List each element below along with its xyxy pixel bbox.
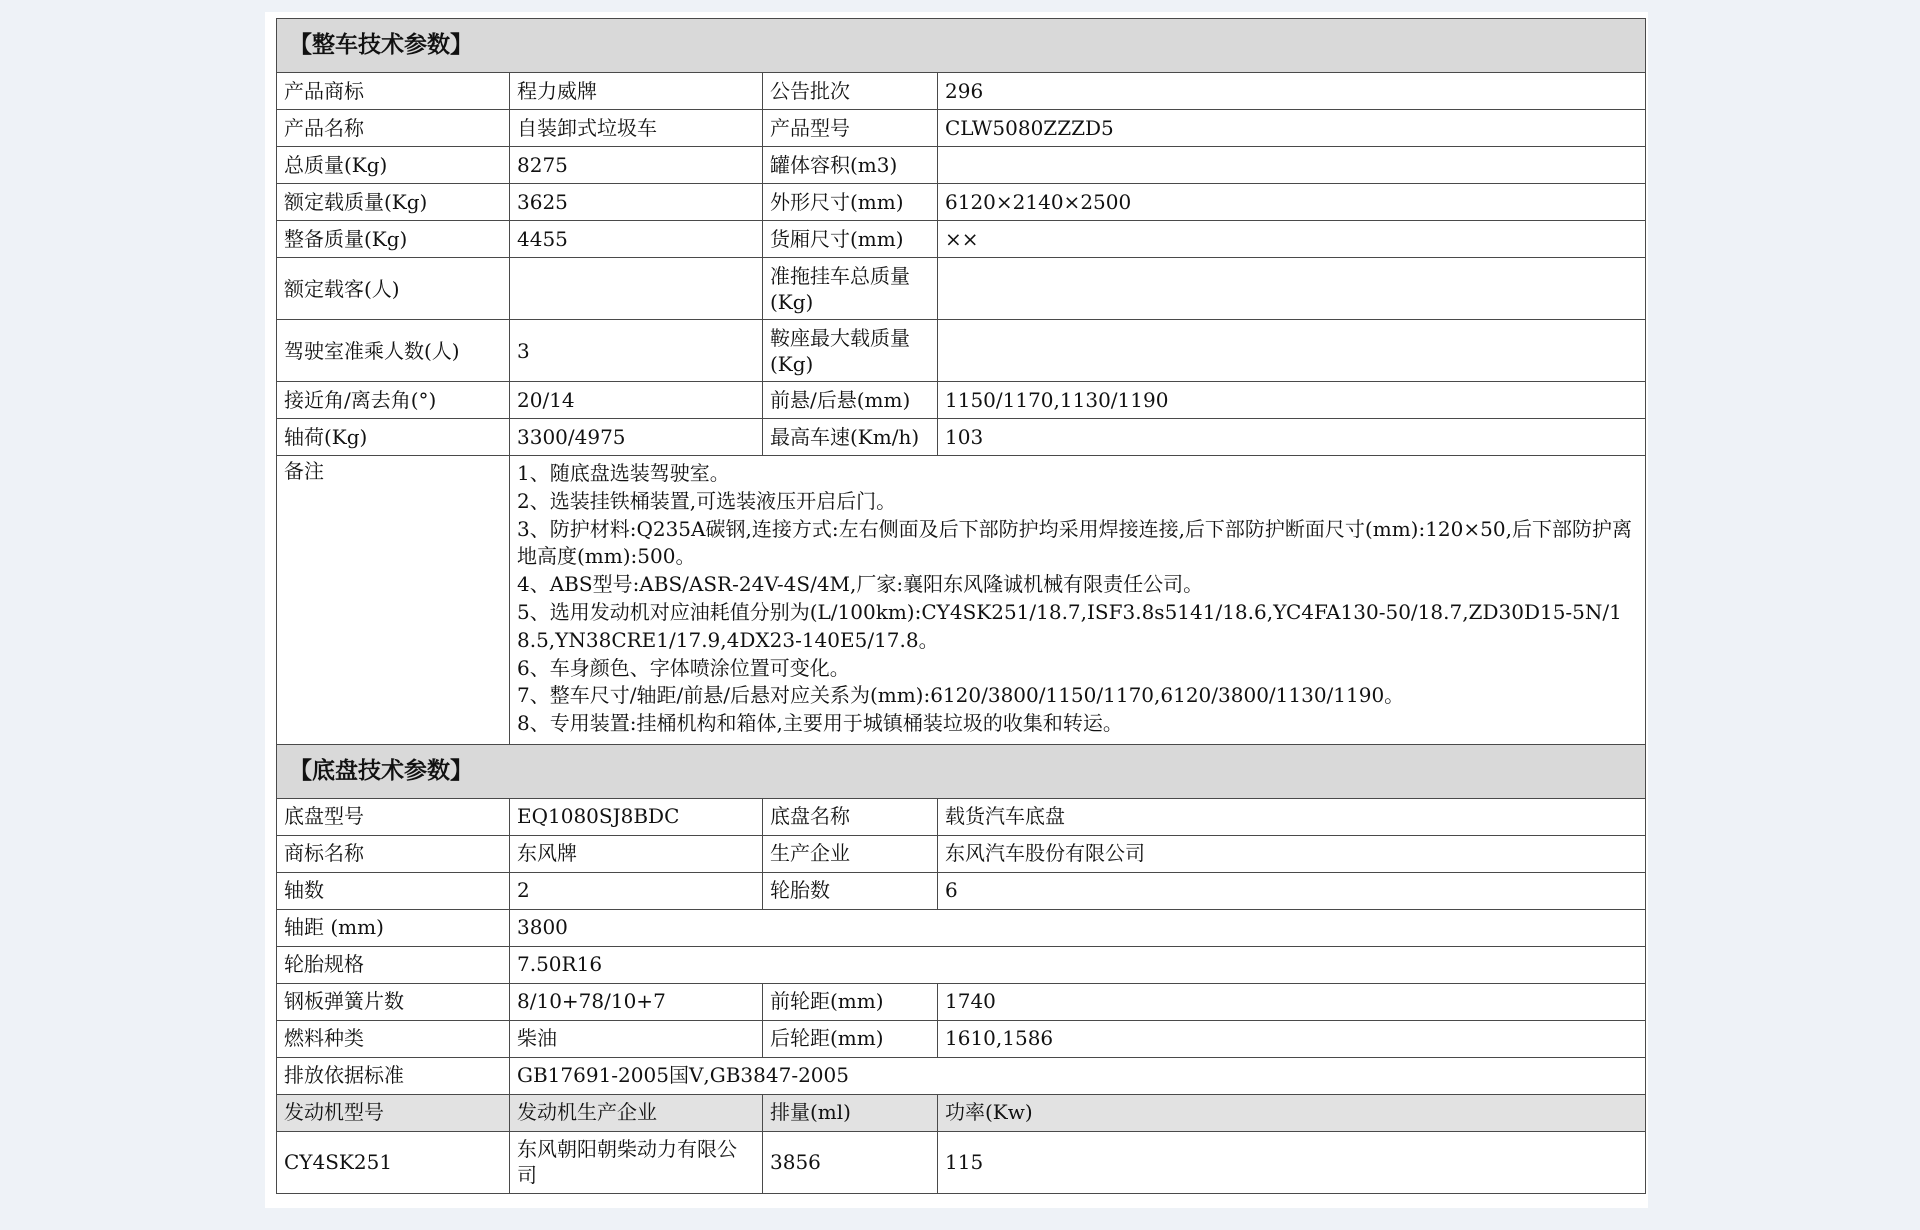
param-label: 额定载质量(Kg)	[277, 184, 510, 221]
table-row	[277, 798, 1646, 835]
emission-label: 排放依据标准	[277, 1057, 510, 1094]
param-label: 产品型号	[763, 110, 938, 147]
param-value: 3625	[510, 184, 763, 221]
param-label: 总质量(Kg)	[277, 147, 510, 184]
tire-count-value: 6	[938, 872, 1646, 909]
engine-maker-header: 发动机生产企业	[510, 1094, 763, 1131]
param-value	[938, 320, 1646, 382]
table-row	[277, 1057, 1646, 1094]
table-row	[277, 110, 1646, 147]
vehicle-section-title: 【整车技术参数】	[277, 19, 1646, 73]
param-value: 自装卸式垃圾车	[510, 110, 763, 147]
param-label: 准拖挂车总质量(Kg)	[763, 258, 938, 320]
param-label: 前悬/后悬(mm)	[763, 382, 938, 419]
displacement-header: 排量(ml)	[763, 1094, 938, 1131]
note-item: 2、选装挂铁桶装置,可选装液压开启后门。	[517, 488, 897, 513]
emission-value: GB17691-2005国Ⅴ,GB3847-2005	[510, 1057, 1646, 1094]
param-label: 接近角/离去角(°)	[277, 382, 510, 419]
engine-maker-value: 东风朝阳朝柴动力有限公司	[510, 1131, 763, 1193]
manufacturer-value: 东风汽车股份有限公司	[938, 835, 1646, 872]
chassis-model-value: EQ1080SJ8BDC	[510, 798, 763, 835]
engine-row	[277, 1131, 1646, 1193]
param-value: CLW5080ZZZD5	[938, 110, 1646, 147]
note-item: 3、防护材料:Q235A碳钢,连接方式:左右侧面及后下部防护均采用焊接连接,后下部防护断面尺寸(mm):120×50,后下部防护离地高度(mm):500。	[517, 516, 1632, 569]
param-label: 最高车速(Km/h)	[763, 419, 938, 456]
note-item: 6、车身颜色、字体喷涂位置可变化。	[517, 655, 850, 680]
leaf-spring-value: 8/10+78/10+7	[510, 983, 763, 1020]
engine-header-row	[277, 1094, 1646, 1131]
chassis-name-value: 载货汽车底盘	[938, 798, 1646, 835]
param-label: 轴荷(Kg)	[277, 419, 510, 456]
param-value: 20/14	[510, 382, 763, 419]
note-item: 8、专用装置:挂桶机构和箱体,主要用于城镇桶装垃圾的收集和转运。	[517, 711, 1123, 736]
param-value: 4455	[510, 221, 763, 258]
param-label: 外形尺寸(mm)	[763, 184, 938, 221]
table-row	[277, 73, 1646, 110]
param-value: 6120×2140×2500	[938, 184, 1646, 221]
table-row	[277, 382, 1646, 419]
chassis-model-label: 底盘型号	[277, 798, 510, 835]
table-row	[277, 147, 1646, 184]
note-item: 4、ABS型号:ABS/ASR-24V-4S/4M,厂家:襄阳东风隆诚机械有限责任公司。	[517, 572, 1204, 597]
param-label: 整备质量(Kg)	[277, 221, 510, 258]
chassis-section-title: 【底盘技术参数】	[277, 744, 1646, 798]
param-label: 罐体容积(m3)	[763, 147, 938, 184]
param-value: 296	[938, 73, 1646, 110]
wheelbase-value: 3800	[510, 909, 1646, 946]
param-label: 额定载客(人)	[277, 258, 510, 320]
param-value	[510, 258, 763, 320]
table-row	[277, 320, 1646, 382]
engine-model-header: 发动机型号	[277, 1094, 510, 1131]
param-value	[938, 147, 1646, 184]
note-item: 7、整车尺寸/轴距/前悬/后悬对应关系为(mm):6120/3800/1150/1170,6120/3800/1130/1190。	[517, 683, 1405, 708]
table-row	[277, 184, 1646, 221]
spec-table	[276, 18, 1646, 1194]
param-value: 3	[510, 320, 763, 382]
note-item: 1、随底盘选装驾驶室。	[517, 461, 730, 485]
param-label: 货厢尺寸(mm)	[763, 221, 938, 258]
power-header: 功率(Kw)	[938, 1094, 1646, 1131]
table-row	[277, 221, 1646, 258]
table-row	[277, 983, 1646, 1020]
leaf-spring-label: 钢板弹簧片数	[277, 983, 510, 1020]
front-track-value: 1740	[938, 983, 1646, 1020]
fuel-type-label: 燃料种类	[277, 1020, 510, 1057]
param-label: 鞍座最大载质量(Kg)	[763, 320, 938, 382]
axle-count-label: 轴数	[277, 872, 510, 909]
engine-model-value: CY4SK251	[277, 1131, 510, 1193]
table-row	[277, 872, 1646, 909]
manufacturer-label: 生产企业	[763, 835, 938, 872]
notes-content	[510, 456, 1646, 745]
param-value: ××	[938, 221, 1646, 258]
param-label: 产品名称	[277, 110, 510, 147]
chassis-name-label: 底盘名称	[763, 798, 938, 835]
param-value: 8275	[510, 147, 763, 184]
table-row	[277, 946, 1646, 983]
fuel-type-value: 柴油	[510, 1020, 763, 1057]
param-value: 3300/4975	[510, 419, 763, 456]
tire-count-label: 轮胎数	[763, 872, 938, 909]
table-row	[277, 909, 1646, 946]
tire-spec-label: 轮胎规格	[277, 946, 510, 983]
param-label: 产品商标	[277, 73, 510, 110]
power-value: 115	[938, 1131, 1646, 1193]
rear-track-value: 1610,1586	[938, 1020, 1646, 1057]
table-row	[277, 419, 1646, 456]
rear-track-label: 后轮距(mm)	[763, 1020, 938, 1057]
table-row	[277, 835, 1646, 872]
param-value: 程力威牌	[510, 73, 763, 110]
table-row	[277, 258, 1646, 320]
brand-value: 东风牌	[510, 835, 763, 872]
param-value: 1150/1170,1130/1190	[938, 382, 1646, 419]
front-track-label: 前轮距(mm)	[763, 983, 938, 1020]
param-value	[938, 258, 1646, 320]
tire-spec-value: 7.50R16	[510, 946, 1646, 983]
wheelbase-label: 轴距 (mm)	[277, 909, 510, 946]
note-item: 5、选用发动机对应油耗值分别为(L/100km):CY4SK251/18.7,ISF3.8s5141/18.6,YC4FA130-50/18.7,ZD30D15-5N/18.5,YN38CRE1/17.9,4DX23-140E5/17.8。	[517, 599, 1622, 652]
axle-count-value: 2	[510, 872, 763, 909]
brand-label: 商标名称	[277, 835, 510, 872]
notes-label: 备注	[277, 456, 510, 745]
param-label: 公告批次	[763, 73, 938, 110]
displacement-value: 3856	[763, 1131, 938, 1193]
table-row	[277, 1020, 1646, 1057]
param-value: 103	[938, 419, 1646, 456]
param-label: 驾驶室准乘人数(人)	[277, 320, 510, 382]
